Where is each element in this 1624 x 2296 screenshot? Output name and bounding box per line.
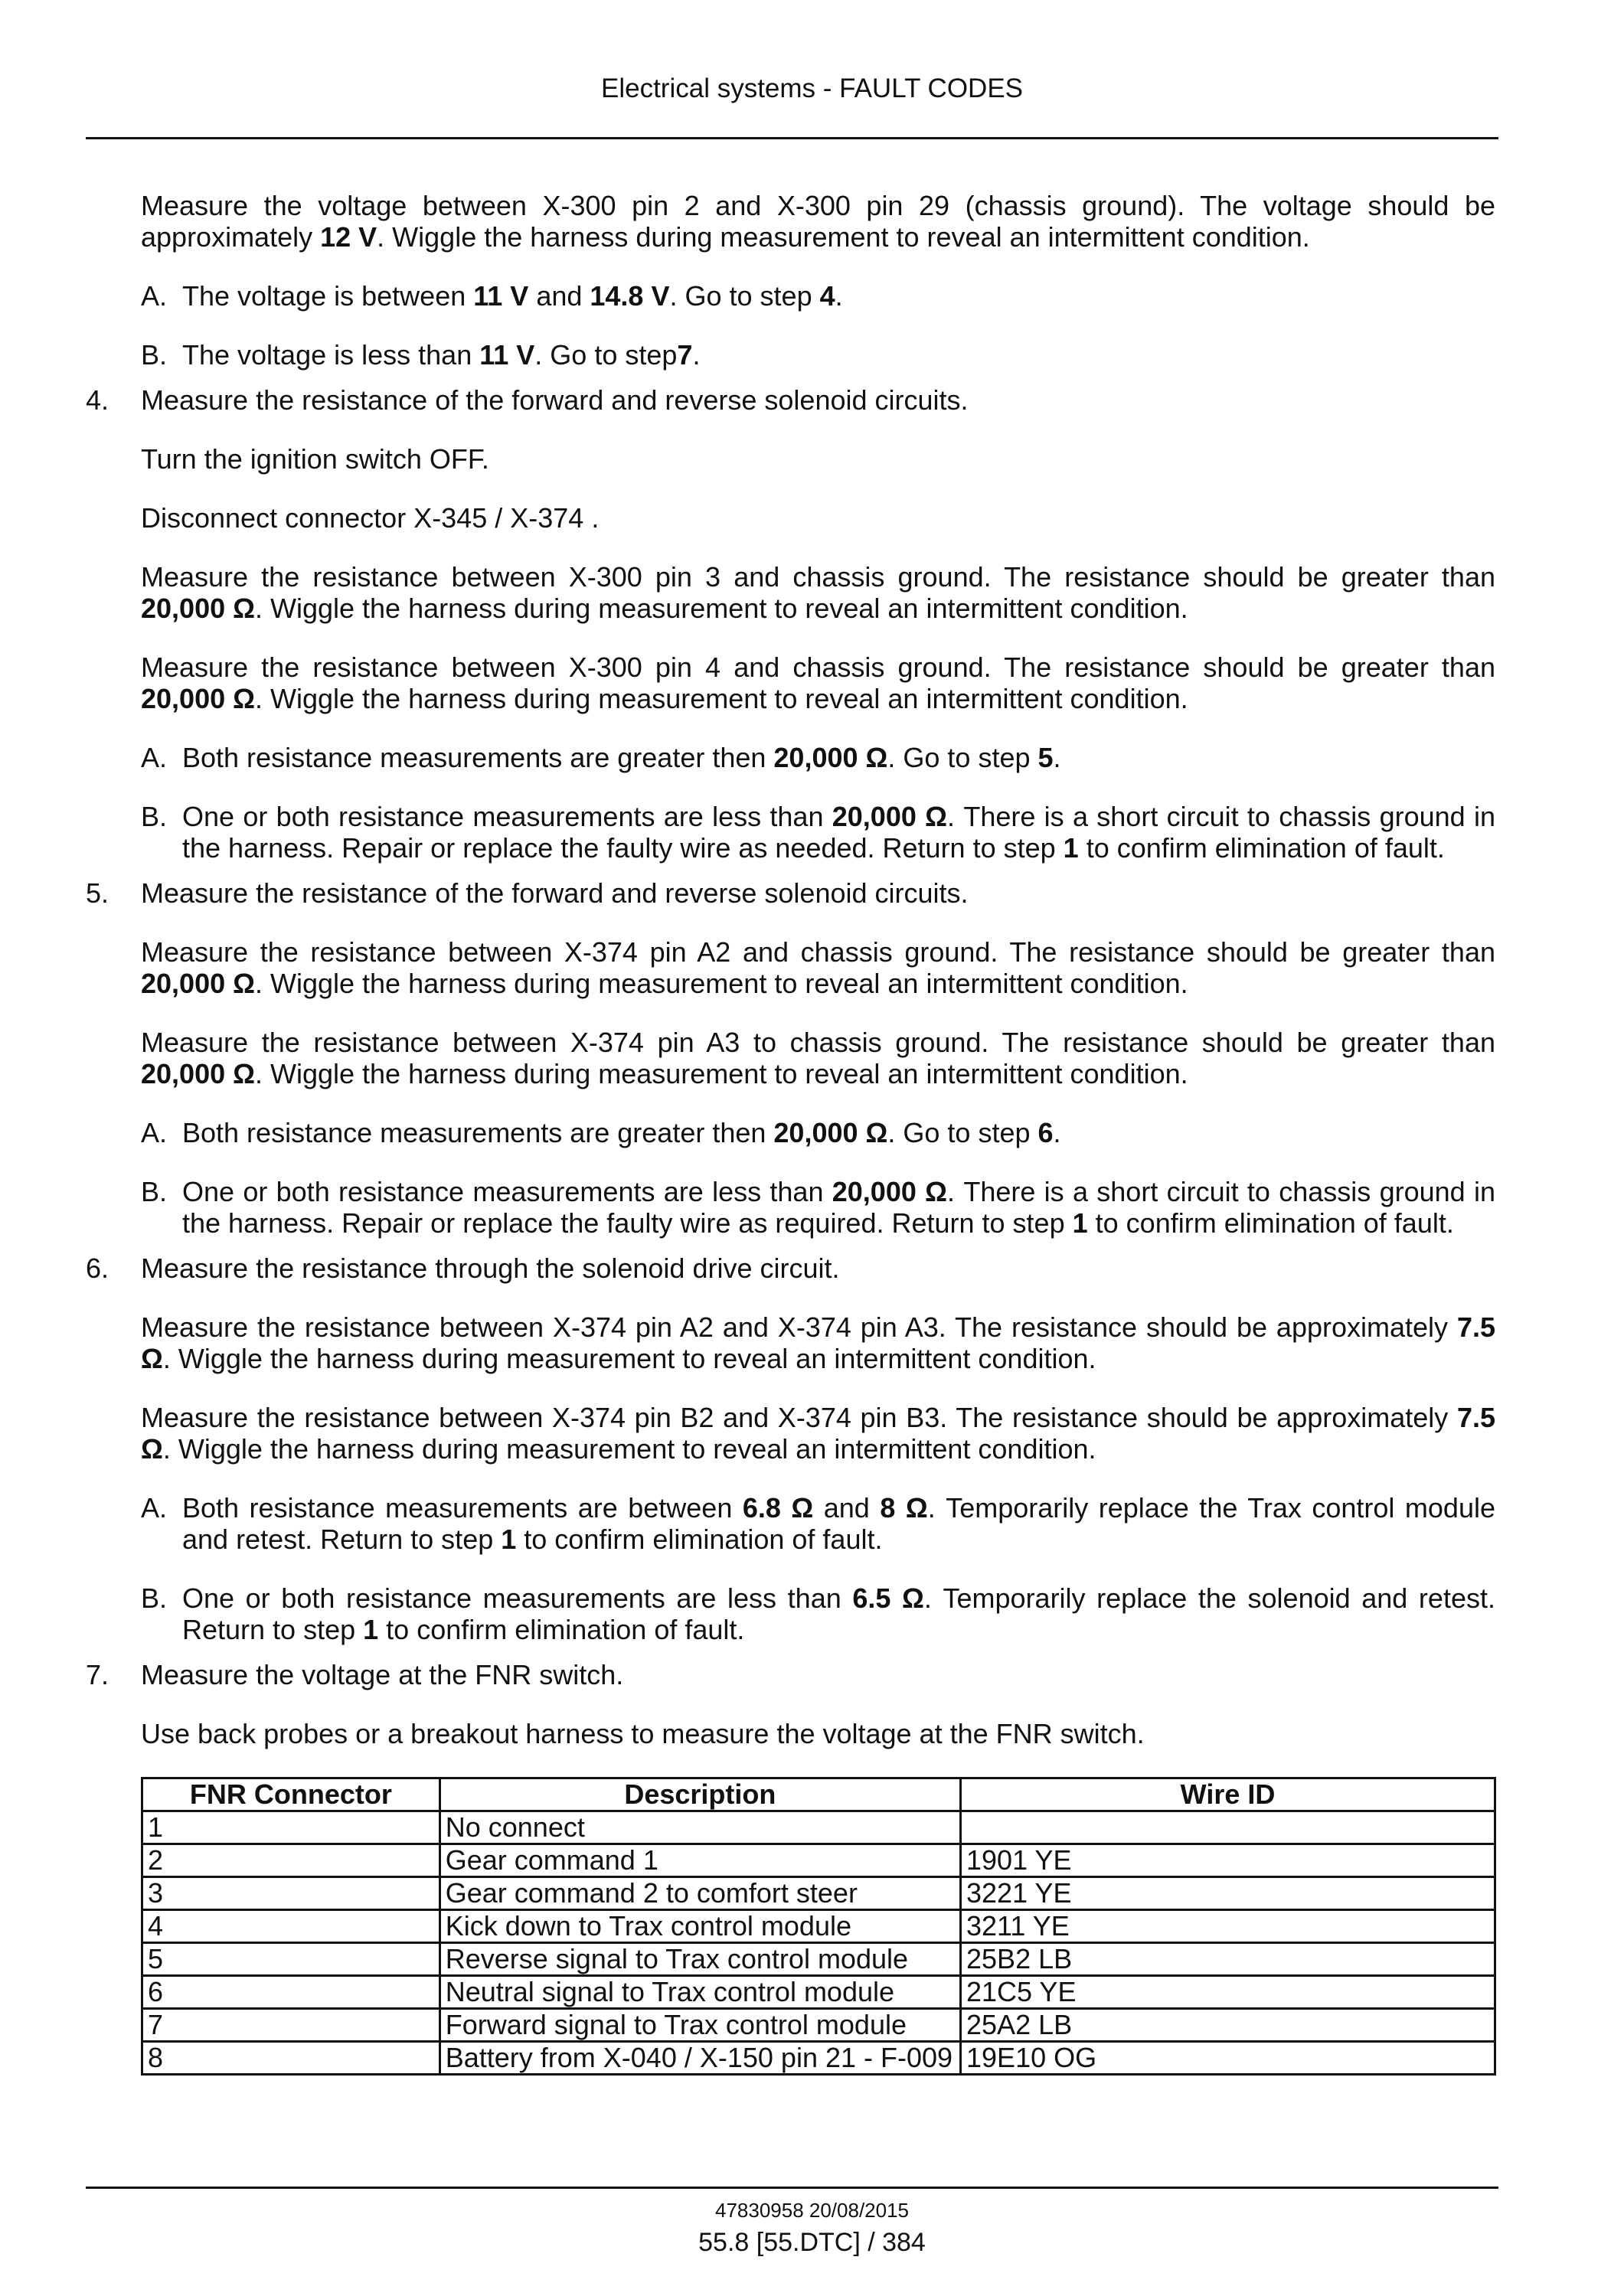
- text-run: Both resistance measurements are between: [182, 1492, 743, 1524]
- text-run: .: [835, 280, 843, 312]
- text-run: Measure the voltage between X-300 pin 2 and X-300 pin 29 (chassis ground). The voltage should be approximately: [141, 190, 1495, 253]
- option-item: [141, 801, 1495, 864]
- table-row: [142, 2009, 1495, 2042]
- step-title: Measure the resistance of the forward and reverse solenoid circuits.: [141, 877, 969, 909]
- table-row: [142, 1877, 1495, 1910]
- table-cell: Reverse signal to Trax control module: [439, 1943, 960, 1976]
- table-cell: 25B2 LB: [961, 1943, 1495, 1976]
- text-run: .: [692, 339, 701, 371]
- option-letter: B.: [141, 339, 168, 371]
- column-header: FNR Connector: [142, 1778, 440, 1811]
- option-letter: A.: [141, 280, 168, 312]
- bold-value: 1: [1063, 832, 1079, 864]
- text-run: Measure the resistance between X-374 pin A2 and chassis ground. The resistance should be greater than: [141, 936, 1495, 968]
- option-item: [141, 742, 1495, 773]
- bold-value: 20,000 Ω: [141, 683, 255, 714]
- step-number: 5.: [86, 877, 109, 909]
- bold-value: 7.5 Ω: [141, 1311, 1495, 1374]
- bold-value: 20,000 Ω: [773, 1117, 888, 1148]
- table-cell: 3221 YE: [961, 1877, 1495, 1910]
- step-number: 6.: [86, 1253, 109, 1284]
- bold-value: 1: [363, 1614, 379, 1645]
- text-run: The voltage is less than: [182, 339, 480, 371]
- step-paragraph: [141, 936, 1495, 999]
- text-run: and: [813, 1492, 881, 1524]
- step-title: Measure the resistance through the solenoid drive circuit.: [141, 1253, 840, 1284]
- option-item: [141, 339, 1495, 371]
- text-run: One or both resistance measurements are less than: [182, 1582, 853, 1614]
- text-run: . There is a short circuit to chassis ground in the harness. Repair or replace the faulty wire as needed. Return to step: [182, 801, 1495, 864]
- bold-value: 11 V: [479, 339, 535, 371]
- text-run: Measure the resistance between X-374 pin A3 to chassis ground. The resistance should be greater than: [141, 1027, 1495, 1058]
- table-cell: Kick down to Trax control module: [439, 1910, 960, 1943]
- step-item: [86, 1253, 1495, 1284]
- bold-value: 7: [677, 339, 693, 371]
- table-cell: 21C5 YE: [961, 1976, 1495, 2009]
- text-run: Measure the resistance between X-300 pin 4 and chassis ground. The resistance should be greater than: [141, 652, 1495, 683]
- table-cell: 8: [142, 2042, 440, 2075]
- step-paragraph: [141, 1718, 1495, 1749]
- page-reference: 55.8 [55.DTC] / 384: [698, 2228, 926, 2257]
- bold-value: 4: [819, 280, 835, 312]
- page-header-title: Electrical systems - FAULT CODES: [600, 73, 1024, 103]
- table-row: [142, 1844, 1495, 1877]
- text-run: . Go to step: [887, 742, 1038, 773]
- text-run: . Wiggle the harness during measurement to reveal an intermittent condition.: [162, 1433, 1096, 1465]
- option-letter: B.: [141, 1582, 168, 1614]
- text-run: to confirm elimination of fault.: [1087, 1207, 1454, 1239]
- text-run: One or both resistance measurements are less than: [182, 1176, 832, 1207]
- bold-value: 1: [501, 1524, 517, 1555]
- table-cell: 19E10 OG: [961, 2042, 1495, 2075]
- option-item: [141, 1582, 1495, 1645]
- step-paragraph: [141, 652, 1495, 714]
- table-cell: 3211 YE: [961, 1910, 1495, 1943]
- option-letter: B.: [141, 1176, 168, 1207]
- table-row: [142, 1811, 1495, 1844]
- option-item: [141, 1117, 1495, 1148]
- step-paragraph: [141, 443, 1495, 475]
- bold-value: 20,000 Ω: [141, 968, 255, 999]
- table-cell: Neutral signal to Trax control module: [439, 1976, 960, 2009]
- step-paragraph: [141, 1311, 1495, 1374]
- table-cell: Forward signal to Trax control module: [439, 2009, 960, 2042]
- option-letter: B.: [141, 801, 168, 832]
- text-run: . Temporarily replace the solenoid and retest. Return to step: [182, 1582, 1495, 1645]
- table-cell: 25A2 LB: [961, 2009, 1495, 2042]
- table-row: [142, 1943, 1495, 1976]
- table-cell: Gear command 1: [439, 1844, 960, 1877]
- table-cell: 7: [142, 2009, 440, 2042]
- footer-divider: [86, 2187, 1498, 2189]
- table-cell: 2: [142, 1844, 440, 1877]
- bold-value: 20,000 Ω: [832, 1176, 948, 1207]
- text-run: The voltage is between: [182, 280, 474, 312]
- text-run: Measure the resistance between X-374 pin A2 and X-374 pin A3. The resistance should be approximately: [141, 1311, 1457, 1343]
- bold-value: 14.8 V: [590, 280, 670, 312]
- text-run: . Wiggle the harness during measurement to reveal an intermittent condition.: [254, 593, 1188, 624]
- bold-value: 12 V: [320, 221, 377, 253]
- step-item: [86, 877, 1495, 909]
- table-cell: 4: [142, 1910, 440, 1943]
- text-run: One or both resistance measurements are less than: [182, 801, 832, 832]
- bold-value: 11 V: [473, 280, 529, 312]
- text-run: Use back probes or a breakout harness to measure the voltage at the FNR switch.: [141, 1718, 1145, 1749]
- step-paragraph: [141, 502, 1495, 534]
- bold-value: 20,000 Ω: [773, 742, 888, 773]
- column-header: Description: [439, 1778, 960, 1811]
- header-divider: [86, 137, 1498, 139]
- step-number: 4.: [86, 384, 109, 416]
- text-run: to confirm elimination of fault.: [516, 1524, 883, 1555]
- table-row: [142, 2042, 1495, 2075]
- step-item: [86, 1659, 1495, 1690]
- page-content: [0, 190, 1624, 2076]
- text-run: . Go to step: [534, 339, 678, 371]
- text-run: . Wiggle the harness during measurement to reveal an intermittent condition.: [162, 1343, 1096, 1374]
- text-run: Both resistance measurements are greater then: [182, 742, 774, 773]
- bold-value: 20,000 Ω: [141, 1058, 255, 1089]
- text-run: . Wiggle the harness during measurement to reveal an intermittent condition.: [254, 1058, 1188, 1089]
- bold-value: 20,000 Ω: [141, 593, 255, 624]
- option-item: [141, 1176, 1495, 1239]
- bold-value: 6.5 Ω: [852, 1582, 924, 1614]
- table-row: [142, 1910, 1495, 1943]
- bold-value: 7.5 Ω: [141, 1402, 1495, 1465]
- bold-value: 6.8 Ω: [742, 1492, 814, 1524]
- step-paragraph: [141, 1402, 1495, 1465]
- text-run: Measure the resistance between X-300 pin 3 and chassis ground. The resistance should be greater than: [141, 561, 1495, 593]
- table-header-row: [142, 1778, 1495, 1811]
- option-item: [141, 1492, 1495, 1555]
- table-cell: No connect: [439, 1811, 960, 1844]
- bold-value: 20,000 Ω: [832, 801, 948, 832]
- step-number: 7.: [86, 1659, 109, 1690]
- bold-value: 8 Ω: [880, 1492, 928, 1524]
- text-run: . Go to step: [669, 280, 820, 312]
- fnr-connector-table: [141, 1777, 1496, 2076]
- step-title: Measure the resistance of the forward and reverse solenoid circuits.: [141, 384, 969, 416]
- text-run: to confirm elimination of fault.: [1078, 832, 1445, 864]
- bold-value: 5: [1037, 742, 1054, 773]
- bold-value: 1: [1072, 1207, 1088, 1239]
- table-cell: 1: [142, 1811, 440, 1844]
- table-cell: Battery from X-040 / X-150 pin 21 - F-009: [439, 2042, 960, 2075]
- text-run: to confirm elimination of fault.: [378, 1614, 745, 1645]
- step-paragraph: [141, 561, 1495, 624]
- table-cell: [961, 1811, 1495, 1844]
- table-cell: 1901 YE: [961, 1844, 1495, 1877]
- text-run: . Wiggle the harness during measurement to reveal an intermittent condition.: [377, 221, 1310, 253]
- text-run: Both resistance measurements are greater then: [182, 1117, 774, 1148]
- table-row: [142, 1976, 1495, 2009]
- text-run: Disconnect connector X-345 / X-374 .: [141, 502, 600, 534]
- option-letter: A.: [141, 1117, 168, 1148]
- document-reference: 47830958 20/08/2015: [714, 2199, 910, 2222]
- intro-paragraph: [141, 190, 1495, 253]
- bold-value: 6: [1037, 1117, 1054, 1148]
- table-cell: Gear command 2 to comfort steer: [439, 1877, 960, 1910]
- text-run: .: [1053, 1117, 1061, 1148]
- text-run: . Go to step: [887, 1117, 1038, 1148]
- text-run: Measure the resistance between X-374 pin B2 and X-374 pin B3. The resistance should be approximately: [141, 1402, 1457, 1433]
- option-letter: A.: [141, 742, 168, 773]
- option-item: [141, 280, 1495, 312]
- text-run: .: [1053, 742, 1061, 773]
- table-cell: 6: [142, 1976, 440, 2009]
- step-item: [86, 384, 1495, 416]
- text-run: Turn the ignition switch OFF.: [141, 443, 489, 475]
- option-letter: A.: [141, 1492, 168, 1524]
- text-run: . Temporarily replace the Trax control module and retest. Return to step: [182, 1492, 1495, 1555]
- column-header: Wire ID: [961, 1778, 1495, 1811]
- step-title: Measure the voltage at the FNR switch.: [141, 1659, 624, 1690]
- table-cell: 5: [142, 1943, 440, 1976]
- text-run: . Wiggle the harness during measurement to reveal an intermittent condition.: [254, 683, 1188, 714]
- table-cell: 3: [142, 1877, 440, 1910]
- text-run: and: [528, 280, 590, 312]
- step-paragraph: [141, 1027, 1495, 1089]
- text-run: . Wiggle the harness during measurement to reveal an intermittent condition.: [254, 968, 1188, 999]
- text-run: . There is a short circuit to chassis ground in the harness. Repair or replace the faulty wire as required. Return to step: [182, 1176, 1495, 1239]
